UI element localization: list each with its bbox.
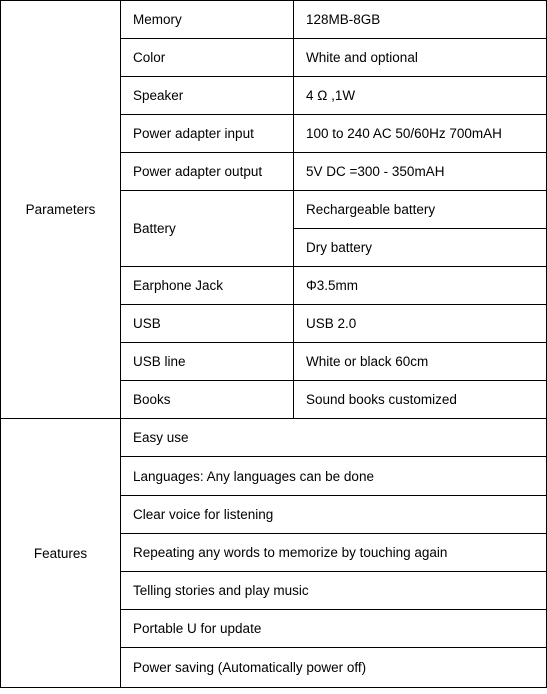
param-value-power-adapter-output: 5V DC =300 - 350mAH bbox=[294, 153, 547, 191]
parameters-group-label: Parameters bbox=[1, 1, 121, 419]
param-label-books: Books bbox=[121, 381, 294, 419]
param-label-battery: Battery bbox=[121, 191, 294, 267]
feature-item: Languages: Any languages can be done bbox=[121, 457, 547, 496]
param-value-books: Sound books customized bbox=[294, 381, 547, 419]
param-label-speaker: Speaker bbox=[121, 77, 294, 115]
feature-item: Power saving (Automatically power off) bbox=[121, 648, 547, 688]
table-row bbox=[1, 419, 547, 457]
features-group-label: Features bbox=[1, 419, 121, 688]
param-value-battery-dry: Dry battery bbox=[294, 229, 547, 267]
param-label-memory: Memory bbox=[121, 1, 294, 39]
param-label-earphone-jack: Earphone Jack bbox=[121, 267, 294, 305]
feature-item: Clear voice for listening bbox=[121, 496, 547, 534]
table-row bbox=[1, 1, 547, 39]
param-value-memory: 128MB-8GB bbox=[294, 1, 547, 39]
param-label-usb: USB bbox=[121, 305, 294, 343]
feature-item: Easy use bbox=[121, 419, 547, 457]
param-value-usb: USB 2.0 bbox=[294, 305, 547, 343]
feature-item: Repeating any words to memorize by touching again bbox=[121, 534, 547, 572]
param-value-usb-line: White or black 60cm bbox=[294, 343, 547, 381]
param-label-power-adapter-input: Power adapter input bbox=[121, 115, 294, 153]
param-value-earphone-jack: Φ3.5mm bbox=[294, 267, 547, 305]
param-value-speaker: 4 Ω ,1W bbox=[294, 77, 547, 115]
param-label-power-adapter-output: Power adapter output bbox=[121, 153, 294, 191]
param-label-color: Color bbox=[121, 39, 294, 77]
param-value-color: White and optional bbox=[294, 39, 547, 77]
param-label-usb-line: USB line bbox=[121, 343, 294, 381]
feature-item: Telling stories and play music bbox=[121, 572, 547, 610]
param-value-battery-rechargeable: Rechargeable battery bbox=[294, 191, 547, 229]
feature-item: Portable U for update bbox=[121, 610, 547, 648]
param-value-power-adapter-input: 100 to 240 AC 50/60Hz 700mAH bbox=[294, 115, 547, 153]
